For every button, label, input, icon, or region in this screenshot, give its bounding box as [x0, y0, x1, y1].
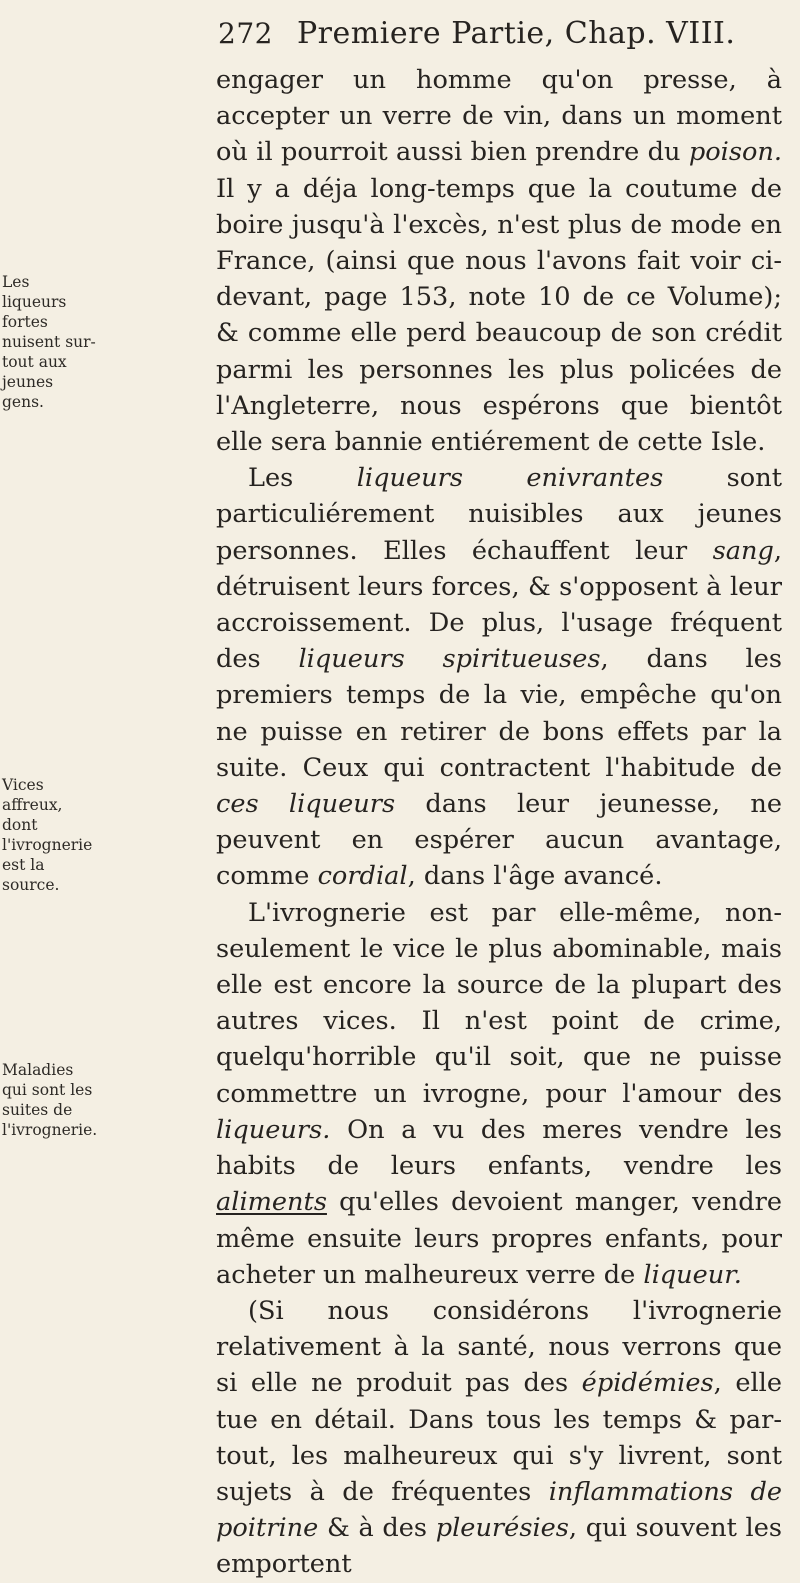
- page-number: 272: [218, 17, 273, 50]
- margin-note-liqueurs: Les liqueurs fortes nuisent sur-tout aux jeunes gens.: [2, 273, 96, 411]
- margin-note-vices: Vices affreux, dont l'ivrognerie est la source.: [2, 776, 93, 894]
- margin-note-maladies: Maladies qui sont les suites de l'ivrognerie.: [2, 1061, 98, 1139]
- paragraph-2: Les liqueurs enivrantes sont particuliérement nuisibles aux jeunes personnes. Elles échauffent leur sang, détruisent leurs forces, & s'opposent à leur accroissement. De plus, l'usage fréquent des liqueurs spiritueuses, dans les premiers temps de la vie, empêche qu'on ne puisse en retirer de bons effets par la suite. Ceux qui contractent l'habitude de ces liqueurs dans leur jeunesse, ne peuvent en espérer aucun avantage, comme cordial, dans l'âge avancé.: [216, 463, 782, 892]
- running-header: [218, 16, 778, 51]
- chapter-title: Premiere Partie, Chap. VIII.: [297, 16, 736, 51]
- main-text: [216, 62, 782, 1583]
- paragraph-1: engager un homme qu'on presse, à accepter un verre de vin, dans un moment où il pourroit aussi bien prendre du poison. Il y a déja long-temps que la coutume de boire jusqu'à l'excès, n'est plus de mode en France, (ainsi que nous l'avons fait voir ci-devant, page 153, note 10 de ce Volume); & comme elle perd beaucoup de son crédit parmi les personnes les plus policées de l'Angleterre, nous espérons que bientôt elle sera bannie entiérement de cette Isle.: [216, 65, 782, 458]
- paragraph-3: L'ivrognerie est par elle-même, non-seulement le vice le plus abominable, mais elle est encore la source de la plupart des autres vices. Il n'est point de crime, quelqu'horrible qu'il soit, que ne puisse commettre un ivrogne, pour l'amour des liqueurs. On a vu des meres vendre les habits de leurs enfants, vendre les aliments qu'elles devoient manger, vendre même ensuite leurs propres enfants, pour acheter un malheureux verre de liqueur.: [216, 897, 782, 1290]
- paragraph-4: (Si nous considérons l'ivrognerie relativement à la santé, nous verrons que si elle ne produit pas des épidémies, elle tue en détail. Dans tous les temps & par-tout, les malheureux qui s'y livrent, sont sujets à de fréquentes inflammations de poitrine & à des pleurésies, qui souvent les emportent: [216, 1295, 782, 1580]
